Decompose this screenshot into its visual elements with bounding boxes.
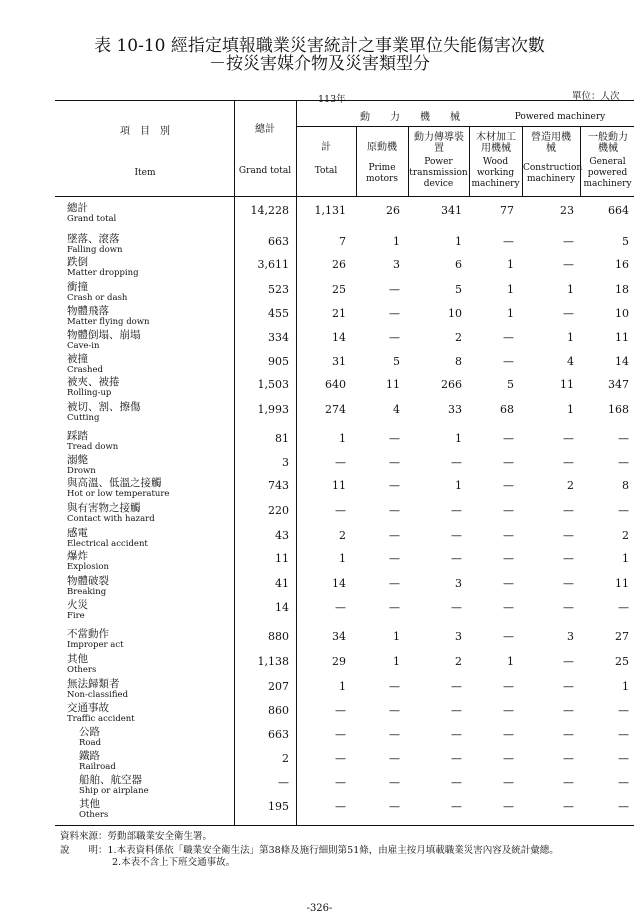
table-cell: — <box>618 776 629 789</box>
table-cell: 266 <box>441 378 462 391</box>
row-label-en: Breaking <box>67 587 107 597</box>
table-cell: — <box>451 552 462 565</box>
table-cell: — <box>451 504 462 517</box>
row-label <box>67 654 96 675</box>
table-cell: 26 <box>332 258 346 271</box>
table-cell: 455 <box>268 307 289 320</box>
prime-motors-header-en: Prime motors <box>366 163 398 184</box>
row-label-zh: 物體倒塌、崩塌 <box>67 329 141 341</box>
table-cell: 1 <box>507 307 514 320</box>
row-label-zh: 火災 <box>67 599 88 611</box>
row-label <box>67 629 124 650</box>
row-label <box>67 703 135 724</box>
table-cell: 3 <box>393 258 400 271</box>
table-cell: — <box>563 258 574 271</box>
table-cell: — <box>451 728 462 741</box>
table-cell: 8 <box>455 355 462 368</box>
row-label-zh: 無法歸類者 <box>67 678 120 690</box>
table-cell: 1 <box>507 655 514 668</box>
row-label-zh: 物體破裂 <box>67 575 109 587</box>
row-label-zh: 交通事故 <box>67 702 109 714</box>
table-cell: 1 <box>622 680 629 693</box>
table-cell: — <box>389 728 400 741</box>
row-label-en: Others <box>67 665 97 675</box>
row-label-zh: 被夾、被捲 <box>67 376 120 388</box>
row-label-zh: 爆炸 <box>67 550 88 562</box>
row-label <box>67 257 139 278</box>
table-cell: — <box>451 456 462 469</box>
table-cell: 3,611 <box>257 258 289 271</box>
table-cell: — <box>503 504 514 517</box>
table-cell: 1 <box>455 479 462 492</box>
table-cell: — <box>563 728 574 741</box>
table-cell: 220 <box>268 504 289 517</box>
powered-machinery-header-zh: 動 力 機 械 <box>360 112 460 123</box>
table-cell: 1 <box>339 432 346 445</box>
table-cell: 663 <box>268 728 289 741</box>
table-cell: — <box>451 776 462 789</box>
row-label <box>67 455 96 476</box>
table-cell: — <box>563 235 574 248</box>
table-cell: 1 <box>567 283 574 296</box>
row-label-zh: 不當動作 <box>67 628 109 640</box>
table-cell: 11 <box>560 378 574 391</box>
row-label-en: Cutting <box>67 413 100 423</box>
table-cell: 1 <box>507 283 514 296</box>
row-label-en: Cave-in <box>67 341 100 351</box>
table-cell: 11 <box>275 552 289 565</box>
table-cell: 10 <box>615 307 629 320</box>
construction-header-en: Construction machinery <box>523 163 583 184</box>
table-cell: 341 <box>441 204 462 217</box>
table-cell: — <box>503 800 514 813</box>
table-cell: 2 <box>339 529 346 542</box>
explanation-note-1: 說 明：1.本表資料係依「職業安全衛生法」第38條及施行細則第51條，由雇主按月填載職業災害內容及統計彙總。 <box>60 845 559 856</box>
row-label-zh: 被切、割、擦傷 <box>67 401 141 413</box>
row-label-zh: 墜落、滾落 <box>67 233 120 245</box>
table-cell: — <box>563 601 574 614</box>
table-cell: — <box>389 776 400 789</box>
item-header-zh: 項 目 別 <box>120 126 170 137</box>
row-label <box>79 751 116 772</box>
table-cell: 3 <box>282 456 289 469</box>
table-cell: 41 <box>275 577 289 590</box>
table-cell: — <box>563 800 574 813</box>
table-cell: — <box>389 577 400 590</box>
row-label-en: Matter dropping <box>67 268 139 278</box>
table-cell: — <box>563 432 574 445</box>
table-cell: 1 <box>339 680 346 693</box>
table-cell: 347 <box>608 378 629 391</box>
table-cell: — <box>618 601 629 614</box>
table-cell: 26 <box>386 204 400 217</box>
row-label-zh: 鐵路 <box>79 750 100 762</box>
table-cell: — <box>389 680 400 693</box>
table-cell: — <box>563 577 574 590</box>
table-cell: 3 <box>567 630 574 643</box>
table-cell: — <box>503 331 514 344</box>
table-cell: 1 <box>567 331 574 344</box>
table-cell: 14,228 <box>250 204 289 217</box>
row-label-en: Contact with hazard <box>67 514 155 524</box>
table-cell: — <box>618 504 629 517</box>
row-label-en: Railroad <box>79 762 116 772</box>
table-cell: 10 <box>448 307 462 320</box>
row-label-zh: 其他 <box>67 653 88 665</box>
row-label-zh: 船舶、航空器 <box>79 774 142 786</box>
row-label-en: Grand total <box>67 214 117 224</box>
table-cell: — <box>563 307 574 320</box>
table-cell: 168 <box>608 403 629 416</box>
row-label <box>67 503 155 524</box>
table-cell: — <box>389 529 400 542</box>
row-label <box>67 203 116 224</box>
group-header-rule <box>296 126 634 127</box>
table-cell: — <box>335 728 346 741</box>
row-label <box>79 799 108 820</box>
table-cell: 663 <box>268 235 289 248</box>
grand-total-column-divider <box>296 100 297 825</box>
table-cell: — <box>389 331 400 344</box>
row-label-zh: 感電 <box>67 527 88 539</box>
table-cell: 25 <box>332 283 346 296</box>
table-cell: — <box>563 704 574 717</box>
table-cell: — <box>389 456 400 469</box>
row-label <box>67 402 141 423</box>
power-transmission-header-zh: 動力傳導裝置 <box>414 132 464 154</box>
table-cell: — <box>503 680 514 693</box>
row-label-zh: 其他 <box>79 798 100 810</box>
row-label-zh: 總計 <box>67 202 88 214</box>
table-cell: — <box>335 704 346 717</box>
table-cell: 1,503 <box>257 378 289 391</box>
table-cell: 11 <box>615 577 629 590</box>
table-cell: — <box>451 752 462 765</box>
table-cell: 11 <box>332 479 346 492</box>
table-cell: — <box>503 704 514 717</box>
table-cell: 16 <box>615 258 629 271</box>
table-cell: 1,138 <box>257 655 289 668</box>
table-cell: — <box>503 235 514 248</box>
table-cell: 640 <box>325 378 346 391</box>
row-label-en: Drown <box>67 466 96 476</box>
row-label-en: Falling down <box>67 245 123 255</box>
row-label-en: Fire <box>67 611 85 621</box>
table-cell: — <box>503 479 514 492</box>
grand-total-header-en: Grand total <box>238 166 292 176</box>
source-note: 資料來源：勞動部職業安全衛生署。 <box>60 831 213 842</box>
table-cell: 207 <box>268 680 289 693</box>
table-cell: — <box>335 752 346 765</box>
table-cell: 1 <box>507 258 514 271</box>
table-cell: 81 <box>275 432 289 445</box>
table-cell: 2 <box>455 331 462 344</box>
table-cell: 31 <box>332 355 346 368</box>
table-top-rule <box>55 100 634 101</box>
row-label-en: Rolling-up <box>67 388 112 398</box>
header-divider-5 <box>580 126 581 196</box>
table-cell: — <box>563 504 574 517</box>
table-title-line2: －按災害媒介物及災害類型分 <box>209 54 430 74</box>
table-cell: 5 <box>507 378 514 391</box>
table-cell: 6 <box>455 258 462 271</box>
table-cell: 664 <box>608 204 629 217</box>
header-divider-4 <box>522 126 523 196</box>
table-cell: — <box>503 752 514 765</box>
table-cell: — <box>618 432 629 445</box>
table-cell: 1 <box>393 235 400 248</box>
table-cell: — <box>389 307 400 320</box>
table-cell: 43 <box>275 529 289 542</box>
row-label <box>67 551 109 572</box>
row-label-en: Traffic accident <box>67 714 135 724</box>
table-cell: — <box>389 432 400 445</box>
table-cell: 195 <box>268 800 289 813</box>
table-cell: 1 <box>567 403 574 416</box>
table-cell: — <box>503 355 514 368</box>
table-cell: 2 <box>282 752 289 765</box>
header-divider-1 <box>356 126 357 196</box>
row-label <box>67 600 88 621</box>
table-cell: 860 <box>268 704 289 717</box>
construction-header-zh: 營造用機械 <box>531 132 571 154</box>
row-label-en: Explosion <box>67 562 109 572</box>
table-cell: 18 <box>615 283 629 296</box>
table-cell: 1 <box>622 552 629 565</box>
table-cell: 743 <box>268 479 289 492</box>
row-label-en: Improper act <box>67 640 124 650</box>
table-cell: 4 <box>567 355 574 368</box>
row-label-en: Electrical accident <box>67 539 148 549</box>
row-label-en: Ship or airplane <box>79 786 149 796</box>
table-cell: — <box>503 552 514 565</box>
grand-total-header-zh: 總計 <box>255 124 275 135</box>
table-cell: 1 <box>393 655 400 668</box>
table-cell: — <box>563 552 574 565</box>
table-cell: — <box>335 800 346 813</box>
table-cell: 1,993 <box>257 403 289 416</box>
table-cell: 5 <box>455 283 462 296</box>
table-cell: — <box>451 680 462 693</box>
page-number: -326- <box>306 903 333 914</box>
table-cell: — <box>503 529 514 542</box>
table-cell: — <box>503 577 514 590</box>
table-cell: — <box>389 479 400 492</box>
year-label: 113年 <box>318 94 346 105</box>
table-title-line1: 表 10-10 經指定填報職業災害統計之事業單位失能傷害次數 <box>94 36 545 56</box>
row-label-zh: 踩踏 <box>67 430 88 442</box>
table-cell: 11 <box>386 378 400 391</box>
row-label <box>67 679 128 700</box>
table-cell: — <box>389 552 400 565</box>
table-cell: 1 <box>339 552 346 565</box>
table-cell: — <box>389 704 400 717</box>
row-label-zh: 公路 <box>79 726 100 738</box>
table-cell: — <box>451 529 462 542</box>
wood-working-header-en: Wood working machinery <box>471 157 520 189</box>
row-label-zh: 與高溫、低溫之接觸 <box>67 477 162 489</box>
table-cell: — <box>563 456 574 469</box>
row-label-en: Others <box>79 810 109 820</box>
table-cell: — <box>451 800 462 813</box>
row-label-en: Hot or low temperature <box>67 489 170 499</box>
row-label <box>67 282 127 303</box>
row-label-zh: 跌倒 <box>67 256 88 268</box>
row-label-zh: 與有害物之接觸 <box>67 502 141 514</box>
table-cell: — <box>503 456 514 469</box>
item-column-divider <box>234 100 235 825</box>
table-cell: 880 <box>268 630 289 643</box>
row-label <box>67 377 120 398</box>
power-transmission-header-en: Power transmission device <box>409 157 468 189</box>
table-cell: 3 <box>455 577 462 590</box>
table-cell: 2 <box>455 655 462 668</box>
table-cell: — <box>335 601 346 614</box>
total-header-zh: 計 <box>321 142 331 153</box>
table-cell: — <box>451 704 462 717</box>
table-cell: 14 <box>275 601 289 614</box>
table-cell: — <box>503 728 514 741</box>
table-cell: 27 <box>615 630 629 643</box>
wood-working-header-zh: 木材加工用機械 <box>476 132 516 154</box>
table-cell: 23 <box>560 204 574 217</box>
table-cell: — <box>618 456 629 469</box>
row-label <box>67 478 169 499</box>
row-label <box>67 576 109 597</box>
table-cell: 5 <box>393 355 400 368</box>
table-cell: 8 <box>622 479 629 492</box>
table-cell: 33 <box>448 403 462 416</box>
table-cell: — <box>563 529 574 542</box>
table-cell: — <box>503 601 514 614</box>
general-powered-header-en: General powered machinery <box>583 157 632 189</box>
row-label <box>67 306 150 327</box>
table-cell: — <box>451 601 462 614</box>
table-cell: 1 <box>393 630 400 643</box>
table-cell: 34 <box>332 630 346 643</box>
row-label-en: Crash or dash <box>67 293 128 303</box>
row-label-en: Road <box>79 738 102 748</box>
table-cell: — <box>618 800 629 813</box>
table-cell: 2 <box>567 479 574 492</box>
table-cell: 1 <box>455 235 462 248</box>
general-powered-header-zh: 一般動力機械 <box>588 132 628 154</box>
table-cell: — <box>618 752 629 765</box>
table-cell: — <box>563 655 574 668</box>
table-cell: 21 <box>332 307 346 320</box>
table-cell: 25 <box>615 655 629 668</box>
table-cell: — <box>389 504 400 517</box>
table-cell: — <box>563 680 574 693</box>
table-cell: — <box>278 776 289 789</box>
table-cell: — <box>503 432 514 445</box>
unit-label: 單位：人次 <box>572 91 620 102</box>
table-cell: 7 <box>339 235 346 248</box>
table-cell: — <box>618 704 629 717</box>
table-cell: — <box>335 776 346 789</box>
row-label-zh: 衝撞 <box>67 281 88 293</box>
table-cell: — <box>389 601 400 614</box>
row-label <box>67 234 122 255</box>
header-bottom-rule <box>55 196 634 197</box>
table-cell: — <box>618 728 629 741</box>
table-cell: — <box>503 776 514 789</box>
table-cell: 523 <box>268 283 289 296</box>
table-cell: 14 <box>332 577 346 590</box>
table-cell: — <box>389 752 400 765</box>
table-cell: 14 <box>332 331 346 344</box>
row-label-zh: 物體飛落 <box>67 305 109 317</box>
explanation-note-2: 2.本表不含上下班交通事故。 <box>112 857 236 868</box>
row-label <box>79 727 101 748</box>
table-cell: 14 <box>615 355 629 368</box>
table-cell: 905 <box>268 355 289 368</box>
table-cell: 334 <box>268 331 289 344</box>
table-cell: 1,131 <box>314 204 346 217</box>
total-header-en: Total <box>314 166 338 176</box>
row-label <box>79 775 149 796</box>
table-cell: — <box>389 283 400 296</box>
table-cell: 3 <box>455 630 462 643</box>
table-cell: 5 <box>622 235 629 248</box>
row-label <box>67 528 148 549</box>
row-label-zh: 溺斃 <box>67 454 88 466</box>
row-label-en: Non-classified <box>67 690 129 700</box>
table-cell: 274 <box>325 403 346 416</box>
prime-motors-header-zh: 原動機 <box>367 142 397 153</box>
row-label-zh: 被撞 <box>67 353 88 365</box>
table-cell: 11 <box>615 331 629 344</box>
table-cell: — <box>335 504 346 517</box>
table-cell: 4 <box>393 403 400 416</box>
table-bottom-rule <box>55 825 634 826</box>
table-cell: — <box>563 752 574 765</box>
powered-machinery-header-en: Powered machinery <box>514 112 606 122</box>
table-cell: — <box>389 800 400 813</box>
table-cell: — <box>563 776 574 789</box>
row-label <box>67 431 118 452</box>
item-header-en: Item <box>134 168 156 178</box>
table-cell: — <box>335 456 346 469</box>
row-label <box>67 354 103 375</box>
row-label-en: Tread down <box>67 442 119 452</box>
row-label <box>67 330 141 351</box>
row-label-en: Matter flying down <box>67 317 150 327</box>
table-cell: 1 <box>455 432 462 445</box>
table-cell: 29 <box>332 655 346 668</box>
table-cell: 68 <box>500 403 514 416</box>
table-cell: 77 <box>500 204 514 217</box>
row-label-en: Crashed <box>67 365 103 375</box>
table-cell: 2 <box>622 529 629 542</box>
table-cell: — <box>503 630 514 643</box>
